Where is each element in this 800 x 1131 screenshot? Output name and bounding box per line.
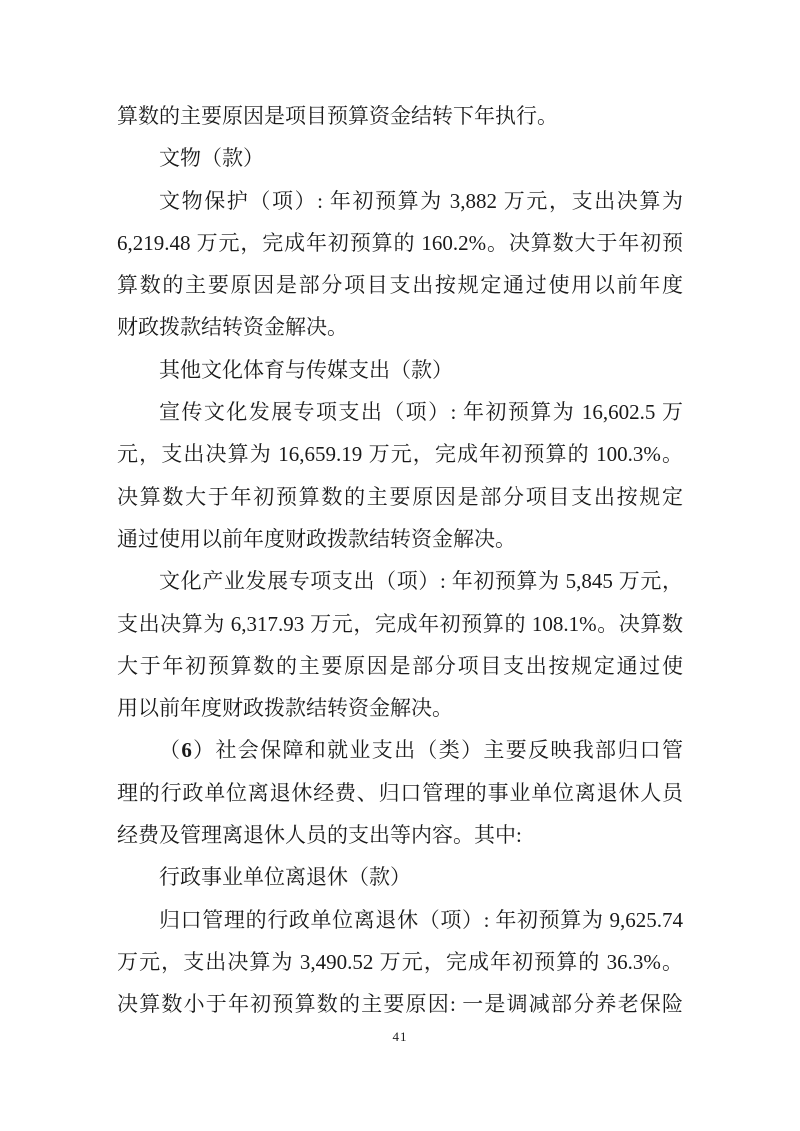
text-line [117, 899, 683, 941]
text-segment: 归口管理的行政单位离退休（项）: 年初预算为 9,625.74 [159, 907, 683, 932]
text-segment: 万元，支出决算为 3,490.52 万元，完成年初预算的 36.3%。 [117, 949, 683, 974]
document-body [117, 95, 683, 1026]
text-segment: 经费及管理离退休人员的支出等内容。其中: [117, 823, 522, 848]
text-segment: 文物保护（项）: 年初预算为 3,882 万元，支出决算为 [159, 188, 683, 213]
text-segment: 理的行政单位离退休经费、归口管理的事业单位离退休人员 [117, 780, 683, 805]
text-segment: 大于年初预算数的主要原因是部分项目支出按规定通过使 [117, 653, 683, 678]
text-line [117, 645, 683, 687]
text-segment: 行政事业单位离退休（款） [159, 865, 411, 890]
text-segment: 支出决算为 6,317.93 万元，完成年初预算的 108.1%。决算数 [117, 611, 683, 636]
text-segment: 通过使用以前年度财政拨款结转资金解决。 [117, 526, 516, 551]
text-segment: 文物（款） [159, 146, 264, 171]
text-segment: 算数的主要原因是项目预算资金结转下年执行。 [117, 104, 558, 128]
text-segment: 宣传文化发展专项支出（项）: 年初预算为 16,602.5 万 [159, 400, 683, 425]
text-line [117, 137, 683, 179]
text-segment: 决算数小于年初预算数的主要原因: 一是调减部分养老保险 [117, 992, 683, 1017]
text-segment: 其他文化体育与传媒支出（款） [159, 357, 453, 382]
text-line [117, 180, 683, 222]
text-line [117, 264, 683, 306]
text-line [117, 476, 683, 518]
text-segment-bold: 6 [181, 738, 192, 763]
text-line [117, 95, 683, 137]
text-line [117, 391, 683, 433]
text-line [117, 433, 683, 475]
text-segment: 决算数大于年初预算数的主要原因是部分项目支出按规定 [117, 484, 683, 509]
text-segment: 元，支出决算为 16,659.19 万元，完成年初预算的 100.3%。 [117, 442, 683, 467]
text-line [117, 687, 683, 729]
text-segment: （ [159, 738, 182, 763]
text-segment: 文化产业发展专项支出（项）: 年初预算为 5,845 万元， [159, 569, 683, 594]
text-line [117, 518, 683, 560]
text-line [117, 349, 683, 391]
text-line [117, 306, 683, 348]
text-segment: 6,219.48 万元，完成年初预算的 160.2%。决算数大于年初预 [117, 230, 683, 255]
text-line [117, 603, 683, 645]
text-segment: ）社会保障和就业支出（类）主要反映我部归口管 [191, 738, 684, 763]
text-segment: 算数的主要原因是部分项目支出按规定通过使用以前年度 [117, 273, 683, 298]
text-line [117, 222, 683, 264]
text-segment: 用以前年度财政拨款结转资金解决。 [117, 696, 453, 721]
text-line [117, 983, 683, 1025]
text-line [117, 941, 683, 983]
text-line [117, 856, 683, 898]
page-number: 41 [392, 1029, 408, 1044]
text-line [117, 772, 683, 814]
text-line [117, 729, 683, 771]
text-segment: 财政拨款结转资金解决。 [117, 315, 348, 340]
text-line [117, 814, 683, 856]
text-line [117, 560, 683, 602]
